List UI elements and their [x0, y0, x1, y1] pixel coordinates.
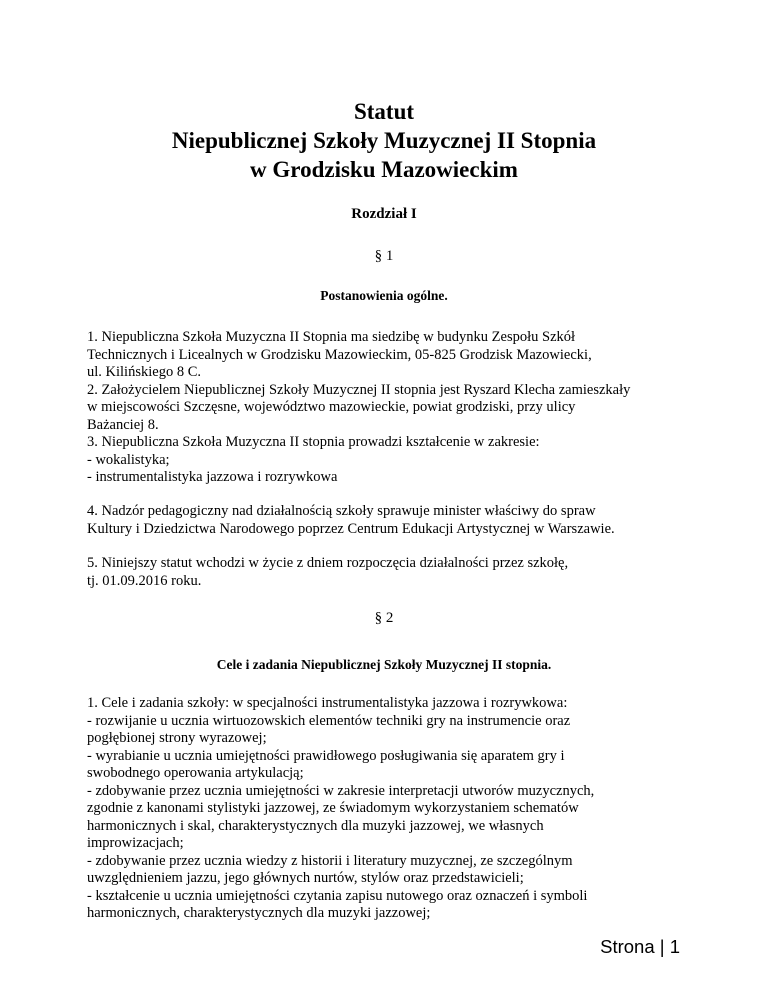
text-line: Kultury i Dziedzictwa Narodowego poprzez Centrum Edukacji Artystycznej w Warszawie.	[87, 520, 615, 537]
text-line: - wyrabianie u ucznia umiejętności prawidłowego posługiwania się aparatem gry i	[87, 747, 565, 764]
section-1-paragraph-1-2	[87, 329, 707, 434]
text-line: - kształcenie u ucznia umiejętności czytania zapisu nutowego oraz oznaczeń i symboli	[87, 887, 588, 904]
section-2-paragraph-1	[87, 695, 707, 923]
section-2-mark: § 2	[374, 610, 394, 626]
section-1-paragraph-5	[87, 555, 707, 590]
chapter-heading: Rozdział I	[351, 206, 417, 222]
text-line: Technicznych i Licealnych w Grodzisku Mazowieckim, 05-825 Grodzisk Mazowiecki,	[87, 346, 592, 363]
text-line: - rozwijanie u ucznia wirtuozowskich elementów techniki gry na instrumencie oraz	[87, 712, 571, 729]
text-line: - instrumentalistyka jazzowa i rozrywkowa	[87, 469, 338, 485]
text-line: swobodnego operowania artykulacją;	[87, 765, 304, 781]
text-line: ul. Kilińskiego 8 C.	[87, 364, 201, 380]
document-title	[0, 97, 768, 184]
text-line: Bażanciej 8.	[87, 416, 159, 433]
text-line: - zdobywanie przez ucznia wiedzy z historii i literatury muzycznej, ze szczególnym	[87, 852, 573, 869]
title-line-1: Statut	[353, 99, 415, 124]
text-line: improwizacjach;	[87, 835, 184, 851]
section-1-heading: Postanowienia ogólne.	[320, 288, 448, 303]
text-line: - wokalistyka;	[87, 451, 170, 468]
section-1-mark: § 1	[374, 248, 394, 264]
section-1-paragraph-3	[87, 434, 707, 487]
text-line: tj. 01.09.2016 roku.	[87, 572, 202, 589]
text-line: uwzględnieniem jazzu, jego głównych nurtów, stylów oraz przedstawicieli;	[87, 870, 524, 886]
text-line: 1. Cele i zadania szkoły: w specjalności instrumentalistyka jazzowa i rozrywkowa:	[87, 695, 568, 711]
text-line: zgodnie z kanonami stylistyki jazzowej, ze świadomym wykorzystaniem schematów	[87, 800, 579, 816]
title-line-2: Niepublicznej Szkoły Muzycznej II Stopnia	[171, 128, 597, 153]
text-line: - zdobywanie przez ucznia umiejętności w zakresie interpretacji utworów muzycznych,	[87, 782, 595, 799]
section-1-paragraph-4	[87, 503, 707, 538]
page-number-footer: Strona | 1	[600, 936, 680, 957]
section-2-heading: Cele i zadania Niepublicznej Szkoły Muzycznej II stopnia.	[216, 657, 552, 672]
text-line: harmonicznych i skal, charakterystycznych dla muzyki jazzowej, we własnych	[87, 817, 544, 834]
text-line: pogłębionej strony wyrazowej;	[87, 730, 267, 746]
text-line: w miejscowości Szczęsne, województwo mazowieckie, powiat grodziski, przy ulicy	[87, 399, 576, 415]
text-line: 1. Niepubliczna Szkoła Muzyczna II Stopnia ma siedzibę w budynku Zespołu Szkół	[87, 329, 576, 345]
text-line: 5. Niniejszy statut wchodzi w życie z dniem rozpoczęcia działalności przez szkołę,	[87, 555, 569, 571]
text-line: 3. Niepubliczna Szkoła Muzyczna II stopnia prowadzi kształcenie w zakresie:	[87, 434, 540, 450]
title-line-3: w Grodzisku Mazowieckim	[250, 157, 518, 182]
text-line: harmonicznych, charakterystycznych dla muzyki jazzowej;	[87, 905, 431, 921]
text-line: 2. Założycielem Niepublicznej Szkoły Muzycznej II stopnia jest Ryszard Klecha zamieszkały	[87, 381, 631, 398]
text-line: 4. Nadzór pedagogiczny nad działalnością szkoły sprawuje minister właściwy do spraw	[87, 503, 596, 519]
